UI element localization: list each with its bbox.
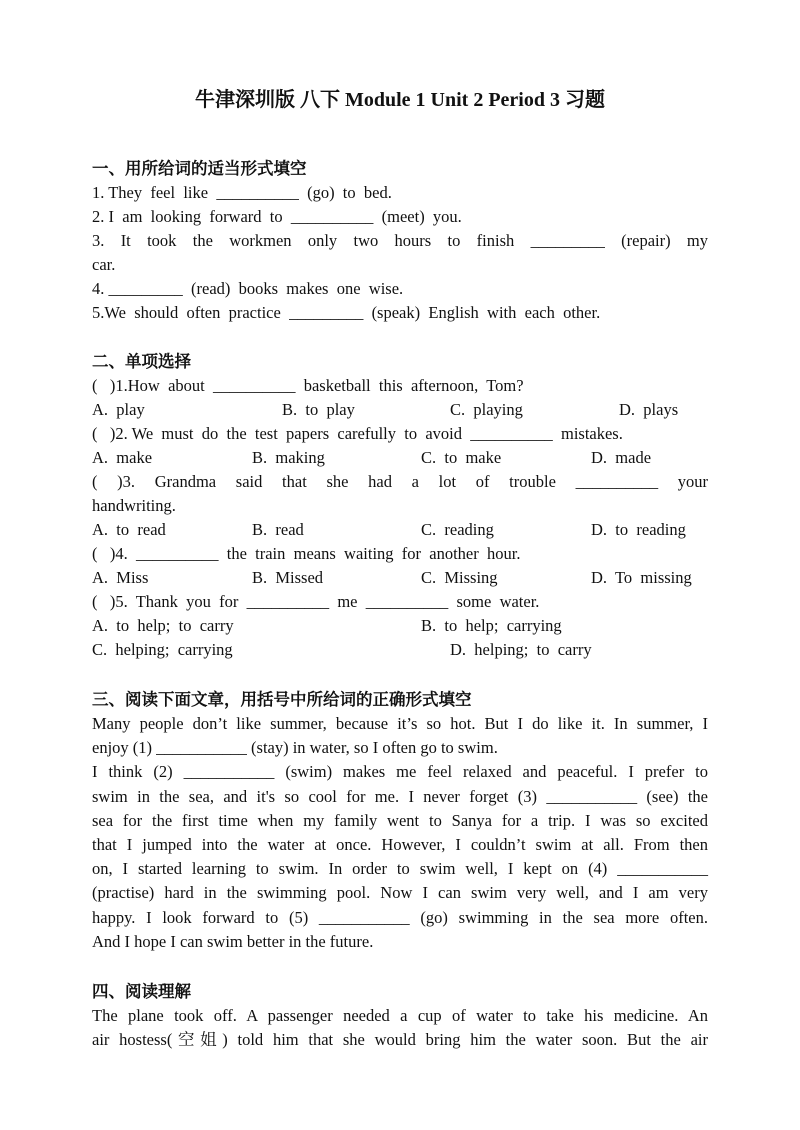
s1-line-4: car.: [92, 255, 116, 274]
s3-line-4: swim in the sea, and it's so cool for me. I never forget (3) ___________ (see) the: [92, 786, 708, 806]
s1-line-3: 3. It took the workmen only two hours to finish _________ (repair) my: [92, 231, 708, 250]
q5-option-c: C. helping; carrying: [92, 640, 233, 659]
section-3-passage: [92, 712, 708, 954]
question-5: ( )5. Thank you for __________ me __________ some water.: [92, 592, 540, 611]
s4-line-1: The plane took off. A passenger needed a cup of water to take his medicine. An: [92, 1006, 708, 1025]
q5-option-d: D. helping; to carry: [450, 640, 592, 659]
question-2: ( )2. We must do the test papers carefully to avoid __________ mistakes.: [92, 424, 623, 443]
q4-option-d: D. To missing: [591, 568, 692, 587]
question-4: ( )4. __________ the train means waiting for another hour.: [92, 544, 521, 563]
s3-line-10: And I hope I can swim better in the future.: [92, 931, 374, 951]
section-4-passage: [92, 1004, 708, 1052]
q4-option-b: B. Missed: [252, 568, 324, 587]
q3-option-d: D. to reading: [591, 520, 686, 539]
q2-option-d: D. made: [591, 448, 652, 467]
s3-line-6: that I jumped into the water at once. However, I couldn’t swim at all. From then: [92, 835, 708, 855]
s3-line-2: enjoy (1) ___________ (stay) in water, so I often go to swim.: [92, 738, 498, 758]
q2-option-b: B. making: [252, 448, 325, 467]
s3-line-1: Many people don’t like summer, because it’s so hot. But I do like it. In summer, I: [92, 714, 708, 733]
s3-line-5: sea for the first time when my family went to Sanya for a trip. I was so excited: [92, 810, 708, 830]
q1-option-b: B. to play: [282, 400, 355, 419]
section-1-heading: 一、用所给词的适当形式填空: [92, 159, 307, 178]
q1-option-c: C. playing: [450, 400, 523, 419]
q3-option-c: C. reading: [421, 520, 494, 539]
s4-line-2: air hostess(空姐) told him that she would bring him the water soon. But the air: [92, 1030, 708, 1050]
q1-option-d: D. plays: [619, 400, 679, 419]
q3-option-b: B. read: [252, 520, 304, 539]
s3-line-9: happy. I look forward to (5) ___________ (go) swimming in the sea more often.: [92, 907, 708, 927]
q4-option-c: C. Missing: [421, 568, 498, 587]
s1-line-2: 2. I am looking forward to __________ (meet) you.: [92, 207, 462, 226]
section-4-heading: 四、阅读理解: [92, 982, 191, 1001]
q5-option-a: A. to help; to carry: [92, 616, 234, 635]
s1-line-6: 5.We should often practice _________ (speak) English with each other.: [92, 303, 601, 322]
s3-line-8: (practise) hard in the swimming pool. Now I can swim very well, and I am very: [92, 883, 708, 903]
section-3-heading: 三、阅读下面文章，用括号中所给词的正确形式填空: [92, 690, 472, 709]
question-3-cont: handwriting.: [92, 496, 176, 515]
q4-option-a: A. Miss: [92, 568, 149, 587]
question-1: ( )1.How about __________ basketball this afternoon, Tom?: [92, 376, 524, 395]
question-3: ( )3. Grandma said that she had a lot of trouble __________ your: [92, 472, 708, 491]
q3-option-a: A. to read: [92, 520, 166, 539]
section-2-heading: 二、单项选择: [92, 352, 191, 371]
q2-option-c: C. to make: [421, 448, 502, 467]
s3-line-7: on, I started learning to swim. In order to swim well, I kept on (4) ___________: [92, 859, 708, 879]
q2-option-a: A. make: [92, 448, 153, 467]
q1-option-a: A. play: [92, 400, 145, 419]
page-title: 牛津深圳版 八下 Module 1 Unit 2 Period 3 习题: [195, 89, 605, 111]
q5-option-b: B. to help; carrying: [421, 616, 562, 635]
s3-line-3: I think (2) ___________ (swim) makes me feel relaxed and peaceful. I prefer to: [92, 762, 708, 782]
s1-line-5: 4. _________ (read) books makes one wise.: [92, 279, 404, 298]
s1-line-1: 1. They feel like __________ (go) to bed.: [92, 183, 392, 202]
